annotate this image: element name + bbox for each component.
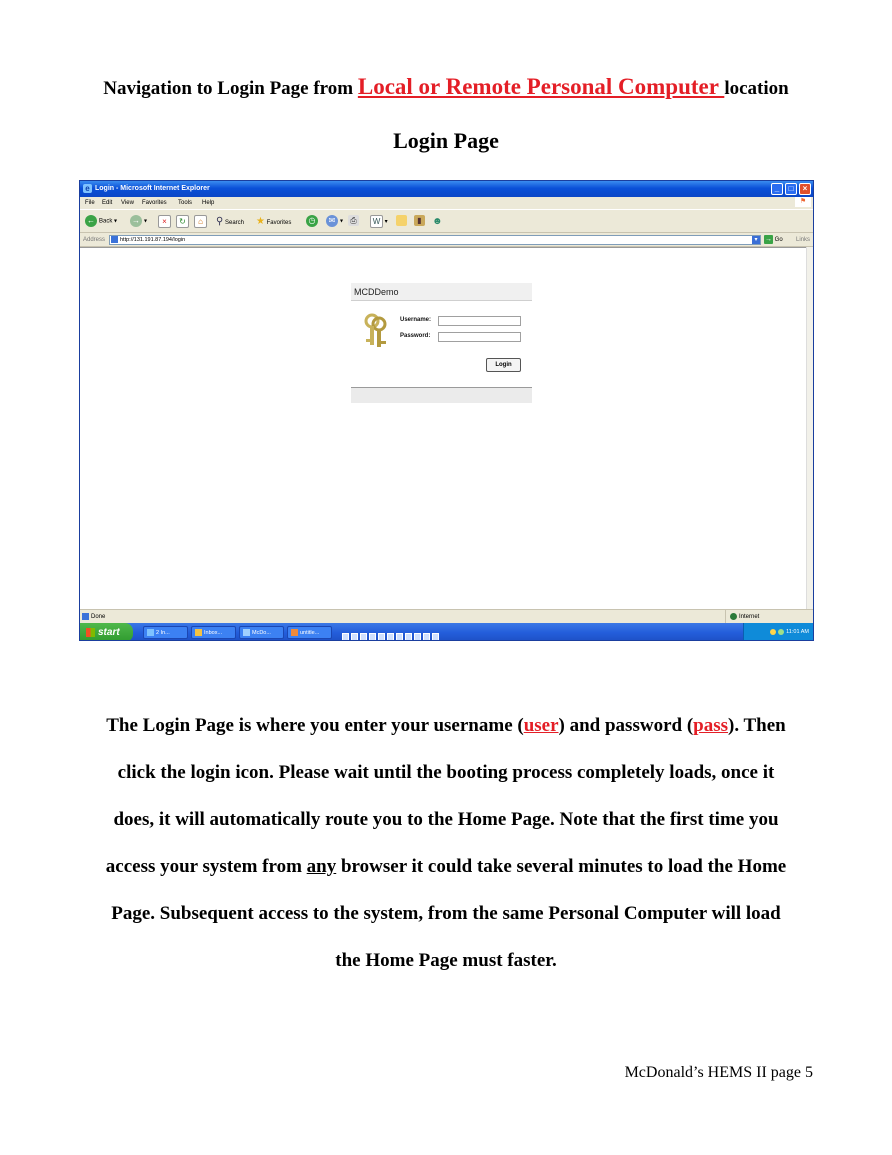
- quick-launch-icon[interactable]: [369, 633, 376, 641]
- tray-icon[interactable]: [778, 629, 784, 635]
- star-icon: ★: [256, 216, 265, 227]
- login-button[interactable]: Login: [486, 358, 521, 372]
- maximize-icon[interactable]: □: [785, 183, 797, 195]
- search-icon: ⚲: [216, 216, 224, 227]
- print-button[interactable]: [348, 215, 359, 228]
- globe-icon: [730, 613, 737, 620]
- messenger-button[interactable]: [432, 215, 443, 228]
- browser-toolbar: [80, 209, 813, 233]
- quick-launch-icon[interactable]: [405, 633, 412, 641]
- quick-launch-icon[interactable]: [342, 633, 349, 641]
- refresh-button[interactable]: [176, 215, 189, 228]
- history-icon: ◷: [306, 215, 318, 227]
- quick-launch-icon[interactable]: [396, 633, 403, 641]
- forward-button[interactable]: → ▾: [132, 216, 148, 225]
- username-value: user: [523, 715, 559, 736]
- research-button[interactable]: [414, 215, 425, 228]
- quick-launch-icon[interactable]: [423, 633, 430, 641]
- password-label: Password:: [400, 333, 431, 339]
- page-icon: [111, 236, 118, 243]
- links-button[interactable]: Links: [796, 237, 811, 243]
- emphasis-any: any: [306, 856, 337, 877]
- instruction-paragraph: [78, 702, 814, 984]
- taskbar-item[interactable]: Inbox...: [191, 626, 236, 639]
- messenger-icon: ☻: [432, 216, 443, 227]
- taskbar-item[interactable]: untitle...: [287, 626, 332, 639]
- window-icon: [243, 629, 250, 636]
- forward-arrow-icon: →: [132, 216, 140, 225]
- menu-tools[interactable]: Tools: [178, 200, 193, 206]
- vertical-scrollbar[interactable]: [806, 247, 813, 609]
- quick-launch: [342, 628, 441, 641]
- window-titlebar: [80, 181, 813, 197]
- paragraph-line: the Home Page must faster.: [335, 950, 557, 971]
- address-label: Address: [83, 237, 106, 243]
- keys-icon: [363, 313, 389, 349]
- password-field[interactable]: [438, 332, 521, 342]
- tray-icon[interactable]: [770, 629, 776, 635]
- address-bar: [80, 233, 813, 247]
- paragraph-line: Page. Subsequent access to the system, from the same Personal Computer will load: [111, 903, 781, 924]
- favorites-button[interactable]: ★ Favorites: [256, 216, 292, 227]
- discuss-button[interactable]: [396, 215, 407, 228]
- address-dropdown-icon[interactable]: ▾: [752, 236, 760, 244]
- home-icon: ⌂: [194, 215, 207, 228]
- quick-launch-icon[interactable]: [432, 633, 439, 641]
- ie-icon: e: [83, 184, 92, 193]
- paint-icon: [291, 629, 298, 636]
- taskbar-item[interactable]: 2 In...: [143, 626, 188, 639]
- status-text: Done: [91, 614, 106, 620]
- windows-flag-icon: [86, 628, 95, 637]
- minimize-icon[interactable]: _: [771, 183, 783, 195]
- login-panel-footer: [351, 387, 532, 403]
- outlook-icon: [195, 629, 202, 636]
- heading-highlight: Local or Remote Personal Computer: [357, 74, 725, 99]
- quick-launch-icon[interactable]: [351, 633, 358, 641]
- window-title: Login - Microsoft Internet Explorer: [95, 185, 210, 192]
- windows-taskbar: [80, 623, 813, 641]
- paragraph-line: The Login Page is where you enter your username (user) and password (pass). Then: [106, 715, 786, 736]
- quick-launch-icon[interactable]: [387, 633, 394, 641]
- menu-view[interactable]: View: [121, 200, 134, 206]
- mail-button[interactable]: ✉ ▾: [326, 215, 343, 228]
- history-button[interactable]: [306, 215, 320, 228]
- back-arrow-icon: ←: [87, 216, 95, 225]
- close-icon[interactable]: ×: [799, 183, 811, 195]
- menu-help[interactable]: Help: [202, 200, 215, 206]
- back-button[interactable]: ← Back ▾: [87, 216, 118, 225]
- go-button[interactable]: → Go: [765, 236, 783, 244]
- heading-prefix: Navigation to Login Page from: [103, 78, 358, 99]
- menu-bar: [80, 197, 813, 209]
- folder-icon: [396, 215, 407, 226]
- research-icon: ▮: [414, 215, 425, 226]
- system-tray: [743, 623, 813, 641]
- windows-logo-icon: ⚑: [795, 197, 811, 207]
- paragraph-line: access your system from any browser it could take several minutes to load the Home: [105, 856, 787, 877]
- username-field[interactable]: [438, 316, 521, 326]
- password-value: pass: [693, 715, 729, 736]
- search-button[interactable]: ⚲ Search: [216, 216, 245, 227]
- edit-button[interactable]: W ▾: [370, 215, 388, 228]
- stop-icon: ×: [158, 215, 171, 228]
- refresh-icon: ↻: [176, 215, 189, 228]
- quick-launch-icon[interactable]: [414, 633, 421, 641]
- address-url: http://131.191.87.194/login: [120, 237, 186, 243]
- login-panel-title: MCDDemo: [351, 283, 532, 301]
- login-panel: [351, 283, 532, 403]
- quick-launch-icon[interactable]: [360, 633, 367, 641]
- page-status-icon: [82, 613, 89, 620]
- section-subheading: Login Page: [393, 128, 499, 153]
- heading-suffix: location: [724, 78, 789, 99]
- menu-edit[interactable]: Edit: [102, 200, 113, 206]
- go-arrow-icon: →: [765, 236, 772, 243]
- address-input[interactable]: [109, 235, 761, 245]
- start-button[interactable]: start: [80, 623, 133, 641]
- security-zone: Internet: [725, 610, 759, 624]
- clock: 11:01 AM: [786, 629, 809, 635]
- menu-favorites[interactable]: Favorites: [142, 200, 167, 206]
- stop-button[interactable]: [158, 215, 171, 228]
- document-heading: [0, 74, 892, 100]
- menu-file[interactable]: File: [85, 200, 95, 206]
- paragraph-line: click the login icon. Please wait until the booting process completely loads, once it: [117, 762, 775, 783]
- page-viewport: [80, 247, 806, 609]
- print-icon: ⎙: [348, 215, 359, 226]
- home-button[interactable]: [194, 215, 207, 228]
- edit-icon: W: [370, 215, 383, 228]
- page-footer: McDonald’s HEMS II page 5: [624, 1064, 813, 1081]
- username-label: Username:: [400, 317, 432, 323]
- taskbar-item[interactable]: McDo...: [239, 626, 284, 639]
- ie-taskbar-icon: [147, 629, 154, 636]
- quick-launch-icon[interactable]: [378, 633, 385, 641]
- browser-screenshot: [79, 180, 814, 641]
- status-bar: [80, 609, 813, 623]
- paragraph-line: does, it will automatically route you to the Home Page. Note that the first time you: [113, 809, 779, 830]
- mail-icon: ✉: [326, 215, 338, 227]
